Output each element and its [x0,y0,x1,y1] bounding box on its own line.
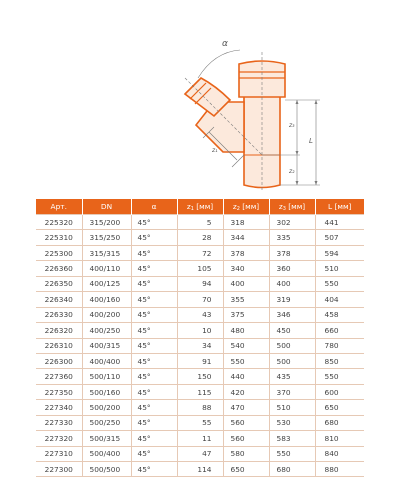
table-row [36,431,364,446]
cell-dn: 500/500 [82,462,131,477]
cell-z2: 650 [223,462,269,477]
cell-z3: 435 [269,369,315,384]
cell-article: 227310 [36,446,82,461]
cell-article: 226350 [36,276,82,291]
cell-z2: 400 [223,276,269,291]
table-row [36,261,364,276]
cell-dn: 315/315 [82,245,131,260]
table-row [36,462,364,477]
cell-dn: 500/250 [82,415,131,430]
cell-l: 550 [315,276,364,291]
alpha-arc [198,50,240,78]
cell-l: 600 [315,384,364,399]
table-row [36,276,364,291]
cell-alpha: 45° [131,323,177,338]
cell-dn: 500/315 [82,431,131,446]
cell-z2: 580 [223,446,269,461]
cell-alpha: 45° [131,353,177,368]
col-header-z3: $z_3$ [мм] [269,199,315,215]
table-row [36,369,364,384]
cell-dn: 500/400 [82,446,131,461]
cell-dn: 315/200 [82,215,131,230]
cell-z1: 47 [177,446,223,461]
cell-z3: 450 [269,323,315,338]
table-row [36,384,364,399]
col-header-article: Арт. [36,199,82,215]
cell-alpha: 45° [131,415,177,430]
cell-l: 840 [315,446,364,461]
cell-z3: 530 [269,415,315,430]
cell-article: 227330 [36,415,82,430]
table-header-row [36,199,364,215]
cell-dn: 315/250 [82,230,131,245]
cell-z3: 378 [269,245,315,260]
cell-z3: 335 [269,230,315,245]
z3-label: z₃ [289,122,295,129]
cell-z3: 400 [269,276,315,291]
cell-alpha: 45° [131,431,177,446]
table-row [36,245,364,260]
cell-z3: 319 [269,292,315,307]
cell-z3: 550 [269,446,315,461]
cell-dn: 400/200 [82,307,131,322]
cell-z2: 355 [223,292,269,307]
cell-z1: 91 [177,353,223,368]
cell-article: 227300 [36,462,82,477]
cell-z3: 583 [269,431,315,446]
cell-article: 227320 [36,431,82,446]
cell-article: 227350 [36,384,82,399]
cell-article: 225310 [36,230,82,245]
col-header-l: L [мм] [315,199,364,215]
dimension-arrows [296,100,318,185]
cell-dn: 400/110 [82,261,131,276]
cell-z2: 440 [223,369,269,384]
cell-z3: 360 [269,261,315,276]
cell-l: 510 [315,261,364,276]
specification-table [36,199,364,477]
cell-l: 850 [315,353,364,368]
cell-z3: 302 [269,215,315,230]
cell-z1: 5 [177,215,223,230]
cell-dn: 400/315 [82,338,131,353]
col-header-dn: DN [82,199,131,215]
cell-l: 880 [315,462,364,477]
cell-z3: 500 [269,338,315,353]
cell-z2: 480 [223,323,269,338]
l-arrow-top [315,100,318,104]
z1-label: z₁ [212,147,218,154]
cell-z2: 375 [223,307,269,322]
cell-z2: 344 [223,230,269,245]
cell-z2: 420 [223,384,269,399]
cell-alpha: 45° [131,384,177,399]
cell-z2: 550 [223,353,269,368]
table-row [36,446,364,461]
cell-dn: 400/250 [82,323,131,338]
table-row [36,353,364,368]
cell-z1: 115 [177,384,223,399]
cell-z1: 94 [177,276,223,291]
cell-alpha: 45° [131,245,177,260]
table-row [36,230,364,245]
cell-alpha: 45° [131,446,177,461]
cell-l: 810 [315,431,364,446]
cell-z1: 11 [177,431,223,446]
cell-z2: 340 [223,261,269,276]
cell-alpha: 45° [131,292,177,307]
z2-arrow-bottom [296,181,299,185]
cell-l: 660 [315,323,364,338]
table-row [36,307,364,322]
cell-article: 226340 [36,292,82,307]
cell-alpha: 45° [131,215,177,230]
cell-dn: 400/400 [82,353,131,368]
cell-dn: 500/200 [82,400,131,415]
cell-dn: 400/160 [82,292,131,307]
z3-arrow-bottom [296,151,299,155]
cell-z1: 43 [177,307,223,322]
cell-l: 550 [315,369,364,384]
fitting-body [185,61,285,188]
cell-l: 458 [315,307,364,322]
cell-z1: 34 [177,338,223,353]
cell-alpha: 45° [131,369,177,384]
alpha-label: α [222,39,228,49]
cell-alpha: 45° [131,400,177,415]
cell-l: 780 [315,338,364,353]
cell-z3: 680 [269,462,315,477]
cell-z3: 510 [269,400,315,415]
cell-z1: 150 [177,369,223,384]
cell-l: 441 [315,215,364,230]
table-row [36,215,364,230]
table-row [36,338,364,353]
table-row [36,400,364,415]
cell-article: 226330 [36,307,82,322]
cell-z2: 470 [223,400,269,415]
cell-z1: 72 [177,245,223,260]
cell-l: 650 [315,400,364,415]
table-row [36,323,364,338]
cell-dn: 500/110 [82,369,131,384]
z2-label: z₂ [289,168,295,175]
z3-arrow-top [296,100,299,104]
cell-z2: 560 [223,431,269,446]
cell-z3: 500 [269,353,315,368]
cell-article: 225320 [36,215,82,230]
cell-dn: 500/160 [82,384,131,399]
cell-z1: 10 [177,323,223,338]
col-header-z1: $z_1$ [мм] [177,199,223,215]
table-body [36,215,364,477]
cell-alpha: 45° [131,276,177,291]
table-row [36,415,364,430]
cell-z2: 540 [223,338,269,353]
cell-l: 680 [315,415,364,430]
cell-z3: 346 [269,307,315,322]
col-header-alpha: α [131,199,177,215]
table-row [36,292,364,307]
cell-z1: 28 [177,230,223,245]
cell-z2: 560 [223,415,269,430]
cell-article: 226320 [36,323,82,338]
cell-article: 226360 [36,261,82,276]
cell-l: 507 [315,230,364,245]
cell-z2: 378 [223,245,269,260]
cell-alpha: 45° [131,261,177,276]
cell-z1: 88 [177,400,223,415]
cell-article: 227360 [36,369,82,384]
cell-alpha: 45° [131,230,177,245]
cell-article: 226300 [36,353,82,368]
cell-z3: 370 [269,384,315,399]
cell-article: 225300 [36,245,82,260]
cell-z1: 114 [177,462,223,477]
cell-z1: 55 [177,415,223,430]
cell-alpha: 45° [131,462,177,477]
col-header-z2: $z_2$ [мм] [223,199,269,215]
cell-article: 227340 [36,400,82,415]
cell-l: 594 [315,245,364,260]
cell-l: 404 [315,292,364,307]
cell-alpha: 45° [131,307,177,322]
l-label: L [309,137,313,145]
cell-alpha: 45° [131,338,177,353]
l-arrow-bottom [315,181,318,185]
cell-dn: 400/125 [82,276,131,291]
y-branch-fitting-drawing [0,0,400,198]
cell-article: 226310 [36,338,82,353]
cell-z1: 105 [177,261,223,276]
cell-z1: 70 [177,292,223,307]
cell-z2: 318 [223,215,269,230]
